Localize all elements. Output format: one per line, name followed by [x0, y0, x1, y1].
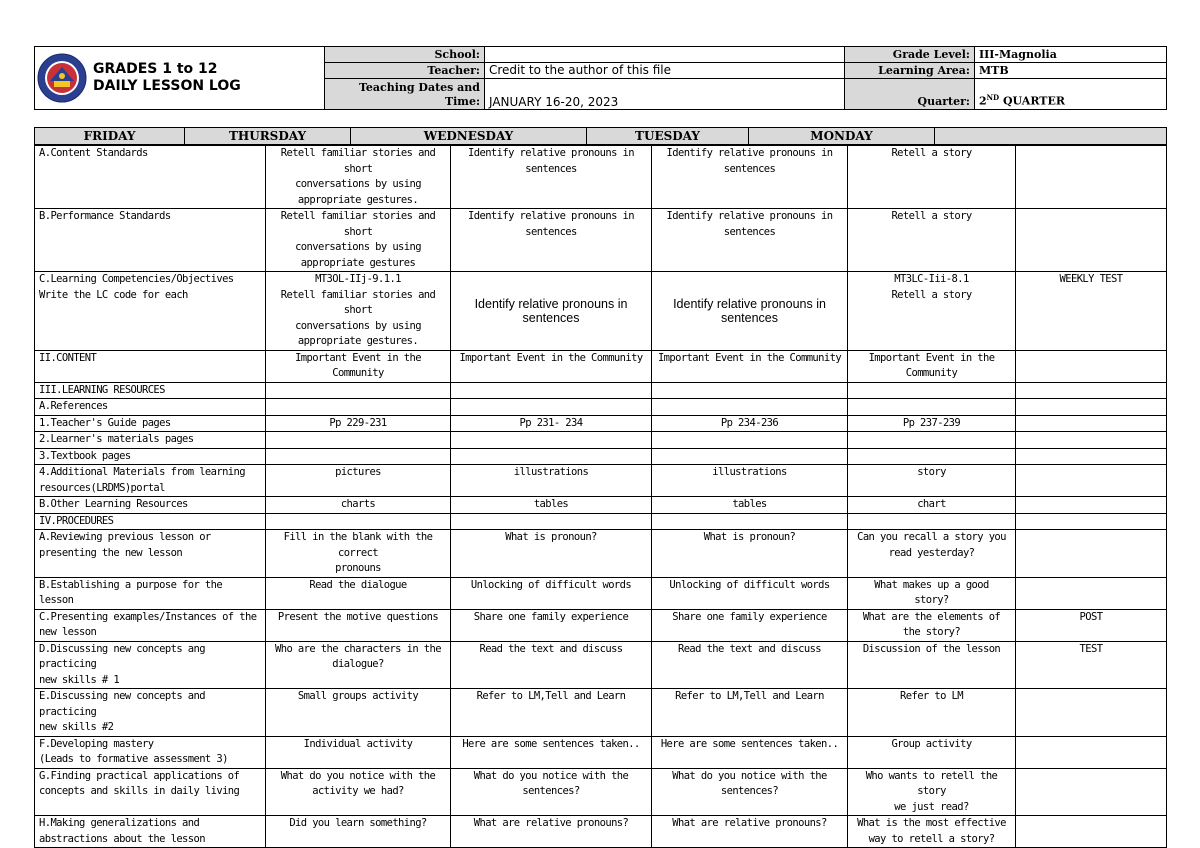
cell-line: What do you notice with the — [280, 769, 436, 782]
cell-line: Retell a story — [891, 147, 972, 159]
teaching-dates-value: JANUARY 16-20, 2023 — [485, 79, 845, 110]
row-label-line: B.Performance Standards — [39, 210, 171, 222]
cell-line: sentences — [525, 162, 577, 175]
table-cell — [1016, 577, 1167, 609]
table-cell — [266, 432, 451, 449]
row-label — [35, 641, 266, 689]
cell-line: the story? — [902, 626, 961, 638]
cell-line: read yesterday? — [888, 546, 975, 559]
row-label — [35, 530, 266, 578]
table-cell — [652, 689, 848, 737]
cell-line: conversations by using — [295, 319, 421, 332]
table-cell — [848, 432, 1016, 449]
table-cell — [652, 609, 848, 641]
table-cell — [266, 497, 451, 514]
title-block — [35, 47, 325, 110]
table-cell — [266, 415, 451, 432]
row-label-line: (Leads to formative assessment 3) — [39, 753, 228, 765]
table-cell — [1016, 609, 1167, 641]
table-cell — [848, 513, 1016, 530]
table-row — [35, 209, 1167, 272]
row-label — [35, 350, 266, 382]
table-cell — [451, 382, 652, 399]
row-label — [35, 513, 266, 530]
cell-line: charts — [340, 498, 376, 510]
row-label — [35, 609, 266, 641]
table-row — [35, 432, 1167, 449]
table-cell — [451, 609, 652, 641]
table-row — [35, 465, 1167, 497]
row-label-line: Write the LC code for each — [39, 288, 188, 301]
table-cell — [1016, 272, 1167, 351]
cell-line: Identify relative pronouns in — [673, 296, 826, 311]
cell-line: Share one family experience — [672, 610, 827, 623]
row-label-line: resources(LRDMS)portal — [39, 481, 165, 494]
table-cell — [652, 736, 848, 768]
cell-line: Refer to LM,Tell and Learn — [675, 690, 824, 702]
row-label-line: C.Learning Competencies/Objectives — [39, 273, 234, 285]
row-label — [35, 146, 266, 209]
row-label-line: A.References — [39, 400, 108, 412]
table-cell — [266, 382, 451, 399]
cell-line: conversations by using — [295, 241, 421, 253]
table-cell — [652, 272, 848, 351]
table-cell — [848, 816, 1016, 848]
table-cell — [266, 816, 451, 848]
grade-level-value: III-Magnolia — [975, 47, 1167, 63]
deped-seal-icon — [37, 53, 87, 103]
school-label: School: — [325, 47, 485, 63]
cell-line: sentences — [721, 310, 778, 325]
table-cell — [451, 399, 652, 416]
row-label — [35, 399, 266, 416]
table-cell — [652, 577, 848, 609]
table-cell — [848, 768, 1016, 816]
cell-line: Identify relative pronouns in — [666, 210, 833, 222]
cell-line: Important Event in the — [295, 351, 421, 364]
table-cell — [451, 497, 652, 514]
teaching-dates-label-line-1: Teaching Dates and — [358, 81, 480, 94]
table-cell — [652, 415, 848, 432]
cell-line: TEST — [1079, 642, 1103, 655]
table-cell — [451, 415, 652, 432]
row-label-line: IV.PROCEDURES — [39, 514, 114, 527]
table-cell — [1016, 448, 1167, 465]
lesson-log-page — [34, 46, 1166, 848]
learning-area-value: MTB — [975, 63, 1167, 79]
lesson-table — [34, 145, 1167, 848]
cell-line: Important Event in the Community — [657, 351, 842, 364]
row-label-line: 3.Textbook pages — [39, 449, 131, 462]
cell-line: way to retell a story? — [868, 832, 995, 845]
quarter-number: 2 — [979, 95, 987, 108]
table-cell — [652, 513, 848, 530]
table-cell — [451, 209, 652, 272]
header-table — [34, 46, 1167, 110]
table-cell — [652, 641, 848, 689]
cell-line: Identify relative pronouns in — [468, 147, 634, 159]
table-cell — [1016, 382, 1167, 399]
table-cell — [848, 497, 1016, 514]
day-header-blank — [935, 128, 1167, 145]
cell-line: chart — [917, 498, 946, 510]
table-cell — [451, 465, 652, 497]
table-cell — [451, 530, 652, 578]
row-label-line: A.Content Standards — [39, 147, 148, 159]
cell-line: Unlocking of difficult words — [669, 578, 830, 591]
table-row — [35, 577, 1167, 609]
table-row — [35, 382, 1167, 399]
cell-line: Retell familiar stories and short — [280, 288, 436, 316]
table-cell — [266, 530, 451, 578]
row-label — [35, 689, 266, 737]
cell-line: Who are the characters in the — [275, 642, 441, 655]
cell-line: Pp 234-236 — [720, 416, 779, 429]
cell-line: Retell a story — [891, 210, 972, 222]
table-cell — [451, 768, 652, 816]
cell-line: Read the dialogue — [309, 578, 407, 591]
quarter-label: Quarter: — [845, 79, 975, 110]
table-cell — [451, 350, 652, 382]
cell-line: What do you notice with the — [672, 769, 827, 782]
cell-line: Discussion of the lesson — [862, 642, 1001, 655]
table-cell — [266, 465, 451, 497]
table-cell — [451, 432, 652, 449]
row-label — [35, 415, 266, 432]
row-label-line: abstractions about the lesson — [39, 832, 205, 845]
cell-line: Group activity — [891, 737, 972, 750]
table-cell — [266, 399, 451, 416]
cell-line: story? — [914, 594, 949, 606]
table-row — [35, 146, 1167, 209]
table-cell — [451, 736, 652, 768]
row-label-line: III.LEARNING RESOURCES — [39, 383, 165, 396]
table-row — [35, 609, 1167, 641]
row-label-line: B.Other Learning Resources — [39, 498, 188, 510]
table-cell — [848, 399, 1016, 416]
day-header-friday: FRIDAY — [35, 128, 185, 145]
cell-line: Here are some sentences taken.. — [462, 737, 640, 750]
day-header-wednesday: WEDNESDAY — [351, 128, 587, 145]
table-cell — [1016, 465, 1167, 497]
row-label-line: new skills # 1 — [39, 673, 120, 686]
table-cell — [848, 382, 1016, 399]
cell-line: sentences — [522, 310, 580, 325]
table-row — [35, 272, 1167, 351]
cell-line: appropriate gestures. — [297, 335, 419, 347]
day-header-table — [34, 127, 1167, 145]
table-row — [35, 816, 1167, 848]
table-cell — [848, 736, 1016, 768]
table-cell — [266, 272, 451, 351]
table-cell — [266, 609, 451, 641]
table-cell — [266, 736, 451, 768]
cell-line: appropriate gestures. — [297, 193, 419, 206]
cell-line: tables — [732, 498, 767, 510]
table-cell — [266, 577, 451, 609]
row-label — [35, 465, 266, 497]
cell-line: Identify relative pronouns in — [666, 147, 833, 159]
cell-line: What do you notice with the — [473, 769, 629, 782]
learning-area-label: Learning Area: — [845, 63, 975, 79]
table-row — [35, 768, 1167, 816]
cell-line: Share one family experience — [473, 610, 629, 623]
table-cell — [848, 350, 1016, 382]
row-label-line: presenting the new lesson — [39, 546, 183, 559]
table-cell — [652, 768, 848, 816]
table-cell — [1016, 146, 1167, 209]
cell-line: sentences? — [720, 785, 779, 797]
quarter-value — [975, 79, 1167, 110]
cell-line: What makes up a good — [874, 578, 989, 591]
table-cell — [1016, 209, 1167, 272]
row-label-line: H.Making generalizations and — [39, 817, 200, 829]
table-row — [35, 415, 1167, 432]
table-cell — [652, 530, 848, 578]
quarter-text: QUARTER — [999, 95, 1065, 108]
day-header-tuesday: TUESDAY — [587, 128, 749, 145]
day-header-monday: MONDAY — [749, 128, 935, 145]
table-cell — [1016, 768, 1167, 816]
cell-line: Pp 231- 234 — [519, 416, 583, 429]
cell-line: Community — [905, 367, 958, 379]
cell-line: tables — [533, 498, 569, 510]
table-row — [35, 530, 1167, 578]
table-cell — [848, 146, 1016, 209]
table-cell — [848, 689, 1016, 737]
table-cell — [848, 272, 1016, 351]
row-label — [35, 448, 266, 465]
cell-line: WEEKLY TEST — [1059, 273, 1123, 285]
table-cell — [1016, 689, 1167, 737]
teacher-label: Teacher: — [325, 63, 485, 79]
cell-line: Small groups activity — [297, 690, 419, 702]
cell-line: Unlocking of difficult words — [470, 578, 632, 591]
table-cell — [1016, 432, 1167, 449]
table-row — [35, 513, 1167, 530]
cell-line: Read the text and discuss — [479, 642, 623, 655]
table-cell — [1016, 497, 1167, 514]
title-line-2: DAILY LESSON LOG — [93, 78, 241, 94]
table-cell — [652, 382, 848, 399]
table-cell — [451, 513, 652, 530]
table-cell — [848, 530, 1016, 578]
table-cell — [451, 641, 652, 689]
row-label-line: D.Discussing new concepts ang practicing — [39, 642, 205, 670]
cell-line: conversations by using — [295, 178, 421, 190]
row-label — [35, 272, 266, 351]
row-label-line: new skills #2 — [39, 721, 114, 733]
row-label-line: F.Developing mastery — [39, 737, 154, 750]
table-cell — [1016, 736, 1167, 768]
row-label-line: concepts and skills in daily living — [39, 785, 240, 797]
table-cell — [652, 146, 848, 209]
table-cell — [451, 689, 652, 737]
table-row — [35, 689, 1167, 737]
cell-line: What is pronoun? — [703, 531, 796, 543]
table-cell — [451, 448, 652, 465]
cell-line: What is the most effective — [857, 817, 1006, 829]
cell-line: Community — [332, 367, 384, 379]
table-cell — [848, 577, 1016, 609]
table-cell — [652, 399, 848, 416]
table-row — [35, 736, 1167, 768]
table-cell — [266, 689, 451, 737]
cell-line: Present the motive questions — [277, 610, 439, 623]
cell-line: MT3LC-Iii-8.1 — [894, 273, 969, 285]
table-cell — [848, 465, 1016, 497]
cell-line: Identify relative pronouns in — [474, 296, 628, 311]
table-cell — [1016, 350, 1167, 382]
table-cell — [266, 641, 451, 689]
row-label-line: B.Establishing a purpose for the lesson — [39, 578, 223, 606]
table-cell — [451, 577, 652, 609]
cell-line: we just read? — [894, 800, 969, 813]
table-cell — [266, 448, 451, 465]
table-cell — [652, 448, 848, 465]
table-cell — [652, 465, 848, 497]
cell-line: Identify relative pronouns in — [468, 210, 634, 222]
table-cell — [652, 209, 848, 272]
row-label — [35, 209, 266, 272]
cell-line: Pp 229-231 — [329, 416, 387, 429]
row-label-line: new lesson — [39, 626, 97, 638]
row-label — [35, 736, 266, 768]
table-cell — [266, 209, 451, 272]
cell-line: Here are some sentences taken.. — [660, 737, 839, 750]
cell-line: activity we had? — [312, 785, 404, 797]
cell-line: Read the text and discuss — [677, 642, 822, 655]
cell-line: sentences — [723, 225, 776, 238]
table-cell — [848, 448, 1016, 465]
table-row — [35, 448, 1167, 465]
table-cell — [848, 209, 1016, 272]
row-label-line: 4.Additional Materials from learning — [39, 466, 245, 478]
row-label — [35, 497, 266, 514]
table-cell — [451, 272, 652, 351]
teaching-dates-label — [325, 79, 485, 110]
table-cell — [652, 432, 848, 449]
school-value — [485, 47, 845, 63]
cell-line: POST — [1079, 610, 1103, 623]
cell-line: appropriate gestures — [300, 256, 416, 269]
cell-line: What is pronoun? — [505, 531, 597, 543]
table-cell — [848, 609, 1016, 641]
row-label — [35, 432, 266, 449]
cell-line: Important Event in the Community — [459, 351, 643, 364]
cell-line: Important Event in the — [868, 351, 995, 364]
cell-line: Retell familiar stories and short — [280, 210, 436, 238]
grade-level-label: Grade Level: — [845, 47, 975, 63]
day-header-thursday: THURSDAY — [185, 128, 351, 145]
cell-line: What are the elements of — [862, 610, 1001, 623]
cell-line: Refer to LM — [900, 690, 963, 702]
table-row — [35, 497, 1167, 514]
row-label — [35, 577, 266, 609]
table-cell — [451, 816, 652, 848]
table-cell — [266, 146, 451, 209]
table-cell — [1016, 399, 1167, 416]
cell-line: MT3OL-IIj-9.1.1 — [315, 273, 401, 285]
table-row — [35, 399, 1167, 416]
cell-line: What are relative pronouns? — [672, 817, 827, 829]
table-cell — [266, 513, 451, 530]
table-cell — [1016, 530, 1167, 578]
table-cell — [266, 768, 451, 816]
cell-line: dialogue? — [332, 658, 384, 670]
row-label-line: 2.Learner's materials pages — [39, 433, 194, 445]
cell-line: sentences — [525, 225, 577, 238]
cell-line: story — [917, 466, 946, 478]
row-label-line: E.Discussing new concepts and practicing — [39, 690, 205, 718]
cell-line: Can you recall a story you — [857, 531, 1006, 543]
table-cell — [1016, 641, 1167, 689]
title-line-1: GRADES 1 to 12 — [93, 61, 218, 77]
row-label-line: II.CONTENT — [39, 351, 97, 364]
cell-line: Refer to LM,Tell and Learn — [476, 690, 626, 702]
row-label-line: 1.Teacher's Guide pages — [39, 416, 171, 429]
row-label-line: A.Reviewing previous lesson or — [39, 531, 211, 543]
table-row — [35, 350, 1167, 382]
row-label-line: G.Finding practical applications of — [39, 769, 240, 782]
teaching-dates-label-line-2: Time: — [444, 95, 480, 108]
table-cell — [848, 641, 1016, 689]
cell-line: Did you learn something? — [289, 817, 427, 829]
table-cell — [1016, 816, 1167, 848]
row-label — [35, 382, 266, 399]
row-label — [35, 816, 266, 848]
table-cell — [1016, 513, 1167, 530]
cell-line: Retell a story — [891, 288, 972, 301]
table-cell — [652, 816, 848, 848]
table-cell — [848, 415, 1016, 432]
cell-line: sentences? — [522, 785, 580, 797]
table-cell — [652, 350, 848, 382]
cell-line: Fill in the blank with the correct — [283, 531, 433, 559]
table-cell — [266, 350, 451, 382]
cell-line: Pp 237-239 — [902, 416, 961, 429]
quarter-suffix: ND — [986, 93, 1000, 103]
cell-line: pronouns — [335, 562, 381, 574]
cell-line: Individual activity — [303, 737, 413, 750]
cell-line: Who wants to retell the story — [865, 769, 998, 797]
teacher-value: Credit to the author of this file — [485, 63, 845, 79]
cell-line: Retell familiar stories and short — [280, 147, 436, 175]
row-label — [35, 768, 266, 816]
table-cell — [451, 146, 652, 209]
table-cell — [1016, 415, 1167, 432]
cell-line: illustrations — [712, 466, 787, 478]
row-label-line: C.Presenting examples/Instances of the — [39, 610, 257, 623]
cell-line: What are relative pronouns? — [473, 817, 629, 829]
table-row — [35, 641, 1167, 689]
cell-line: sentences — [723, 162, 776, 175]
cell-line: illustrations — [513, 466, 589, 478]
cell-line: pictures — [335, 466, 381, 478]
table-cell — [652, 497, 848, 514]
